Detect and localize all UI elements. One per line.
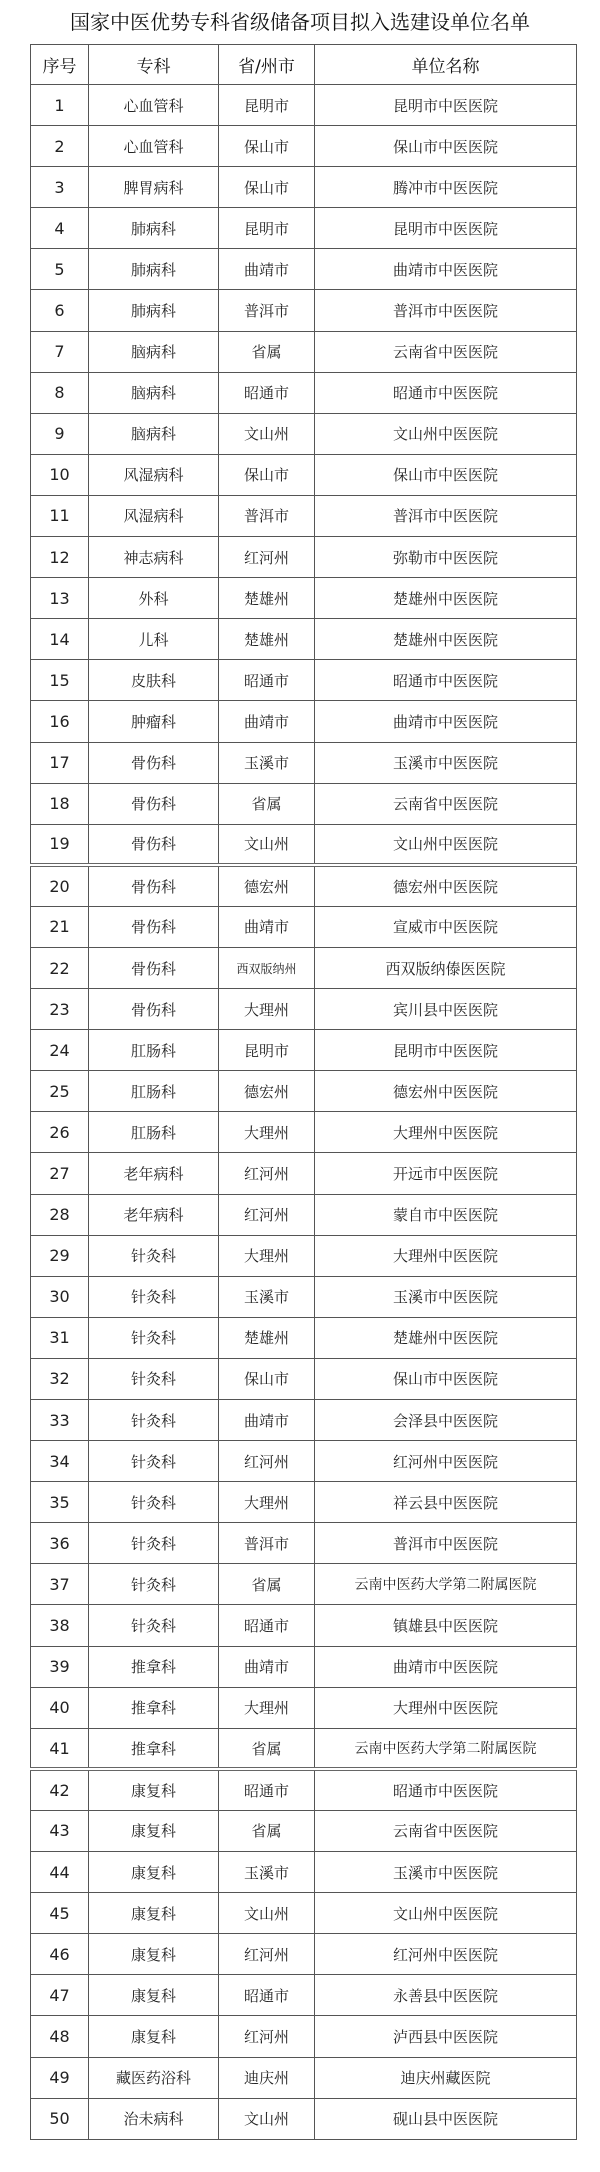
row-unit-name: 腾冲市中医医院 [315,167,577,208]
table-row [31,249,577,290]
table-row [31,865,577,906]
table-row [31,947,577,988]
row-specialty: 心血管科 [89,126,219,167]
row-unit-name: 砚山县中医医院 [315,2098,577,2139]
table-row [31,1523,577,1564]
row-index: 13 [31,578,89,619]
row-unit-name: 保山市中医医院 [315,1358,577,1399]
row-specialty: 肛肠科 [89,1030,219,1071]
table-row [31,1605,577,1646]
row-unit-name: 保山市中医医院 [315,126,577,167]
table-row [31,1769,577,1810]
table-row [31,413,577,454]
row-region: 文山州 [219,2098,315,2139]
row-index: 29 [31,1235,89,1276]
row-unit-name: 昆明市中医医院 [315,1030,577,1071]
table-row [31,2016,577,2057]
table-row [31,331,577,372]
row-specialty: 针灸科 [89,1564,219,1605]
row-index: 5 [31,249,89,290]
row-unit-name: 普洱市中医医院 [315,290,577,331]
table-body [31,85,577,2140]
row-index: 31 [31,1317,89,1358]
row-region: 保山市 [219,126,315,167]
table-row [31,1441,577,1482]
row-unit-name: 曲靖市中医医院 [315,1646,577,1687]
row-unit-name: 云南中医药大学第二附属医院 [315,1564,577,1605]
table-row [31,578,577,619]
row-index: 24 [31,1030,89,1071]
row-specialty: 康复科 [89,1810,219,1851]
row-unit-name: 永善县中医医院 [315,1975,577,2016]
row-index: 6 [31,290,89,331]
row-specialty: 康复科 [89,1893,219,1934]
row-index: 42 [31,1769,89,1810]
row-region: 文山州 [219,413,315,454]
table-row [31,1358,577,1399]
row-region: 昭通市 [219,1769,315,1810]
row-region: 普洱市 [219,290,315,331]
row-region: 文山州 [219,1893,315,1934]
header-unit-name: 单位名称 [315,45,577,85]
table-row [31,126,577,167]
row-index: 44 [31,1852,89,1893]
row-region: 保山市 [219,1358,315,1399]
row-specialty: 针灸科 [89,1605,219,1646]
row-specialty: 针灸科 [89,1523,219,1564]
row-unit-name: 普洱市中医医院 [315,1523,577,1564]
table-row [31,1030,577,1071]
table-row [31,372,577,413]
table-header-row [31,45,577,85]
row-index: 22 [31,947,89,988]
row-unit-name: 蒙自市中医医院 [315,1194,577,1235]
page-title: 国家中医优势专科省级储备项目拟入选建设单位名单 [70,10,530,34]
row-specialty: 康复科 [89,1934,219,1975]
row-unit-name: 红河州中医医院 [315,1934,577,1975]
row-index: 47 [31,1975,89,2016]
row-unit-name: 开远市中医医院 [315,1153,577,1194]
row-specialty: 推拿科 [89,1728,219,1769]
table-row [31,1728,577,1769]
row-region: 大理州 [219,1687,315,1728]
header-region: 省/州市 [219,45,315,85]
row-index: 8 [31,372,89,413]
row-region: 玉溪市 [219,742,315,783]
row-unit-name: 云南中医药大学第二附属医院 [315,1728,577,1769]
row-unit-name: 大理州中医医院 [315,1112,577,1153]
row-specialty: 肺病科 [89,249,219,290]
row-region: 省属 [219,1564,315,1605]
table-row [31,906,577,947]
row-index: 23 [31,989,89,1030]
row-region: 大理州 [219,1482,315,1523]
table-row [31,85,577,126]
row-index: 11 [31,495,89,536]
row-unit-name: 文山州中医医院 [315,824,577,865]
row-index: 17 [31,742,89,783]
row-region: 楚雄州 [219,1317,315,1358]
table-row [31,1852,577,1893]
table-row [31,208,577,249]
row-specialty: 骨伤科 [89,906,219,947]
row-specialty: 风湿病科 [89,454,219,495]
row-index: 50 [31,2098,89,2139]
row-unit-name: 楚雄州中医医院 [315,619,577,660]
row-index: 2 [31,126,89,167]
row-index: 14 [31,619,89,660]
row-specialty: 康复科 [89,1852,219,1893]
row-unit-name: 保山市中医医院 [315,454,577,495]
row-specialty: 骨伤科 [89,824,219,865]
row-index: 39 [31,1646,89,1687]
row-index: 36 [31,1523,89,1564]
row-unit-name: 大理州中医医院 [315,1687,577,1728]
row-unit-name: 镇雄县中医医院 [315,1605,577,1646]
row-specialty: 老年病科 [89,1153,219,1194]
table-row [31,495,577,536]
table-row [31,1194,577,1235]
row-specialty: 肺病科 [89,290,219,331]
row-specialty: 藏医药浴科 [89,2057,219,2098]
header-specialty: 专科 [89,45,219,85]
row-index: 18 [31,783,89,824]
row-index: 34 [31,1441,89,1482]
row-index: 28 [31,1194,89,1235]
row-region: 德宏州 [219,865,315,906]
table-row [31,660,577,701]
row-index: 49 [31,2057,89,2098]
row-unit-name: 迪庆州藏医院 [315,2057,577,2098]
row-region: 昭通市 [219,1975,315,2016]
row-index: 21 [31,906,89,947]
row-specialty: 针灸科 [89,1276,219,1317]
row-index: 27 [31,1153,89,1194]
row-index: 4 [31,208,89,249]
row-region: 红河州 [219,537,315,578]
row-specialty: 肛肠科 [89,1112,219,1153]
row-unit-name: 昆明市中医医院 [315,85,577,126]
row-unit-name: 会泽县中医医院 [315,1400,577,1441]
row-unit-name: 文山州中医医院 [315,413,577,454]
row-region: 曲靖市 [219,701,315,742]
row-index: 26 [31,1112,89,1153]
table-row [31,824,577,865]
row-index: 10 [31,454,89,495]
row-region: 红河州 [219,2016,315,2057]
row-region: 保山市 [219,167,315,208]
row-unit-name: 楚雄州中医医院 [315,578,577,619]
table-row [31,1400,577,1441]
row-unit-name: 楚雄州中医医院 [315,1317,577,1358]
row-unit-name: 泸西县中医医院 [315,2016,577,2057]
row-index: 15 [31,660,89,701]
row-specialty: 儿科 [89,619,219,660]
table-row [31,1893,577,1934]
table-row [31,2098,577,2139]
row-index: 43 [31,1810,89,1851]
row-index: 3 [31,167,89,208]
row-region: 楚雄州 [219,578,315,619]
row-region: 昆明市 [219,85,315,126]
row-specialty: 针灸科 [89,1317,219,1358]
row-specialty: 骨伤科 [89,783,219,824]
row-index: 37 [31,1564,89,1605]
row-index: 32 [31,1358,89,1399]
row-specialty: 心血管科 [89,85,219,126]
row-region: 昆明市 [219,208,315,249]
row-region: 昭通市 [219,660,315,701]
row-unit-name: 昆明市中医医院 [315,208,577,249]
row-unit-name: 云南省中医医院 [315,1810,577,1851]
row-unit-name: 玉溪市中医医院 [315,742,577,783]
row-specialty: 外科 [89,578,219,619]
row-specialty: 康复科 [89,1769,219,1810]
row-specialty: 针灸科 [89,1441,219,1482]
row-region: 玉溪市 [219,1276,315,1317]
row-unit-name: 普洱市中医医院 [315,495,577,536]
row-unit-name: 宾川县中医医院 [315,989,577,1030]
table-row [31,167,577,208]
row-region: 大理州 [219,1235,315,1276]
row-unit-name: 玉溪市中医医院 [315,1852,577,1893]
row-index: 45 [31,1893,89,1934]
row-index: 48 [31,2016,89,2057]
row-specialty: 骨伤科 [89,989,219,1030]
row-specialty: 推拿科 [89,1687,219,1728]
row-unit-name: 云南省中医医院 [315,331,577,372]
row-region: 普洱市 [219,1523,315,1564]
row-region: 玉溪市 [219,1852,315,1893]
row-specialty: 骨伤科 [89,947,219,988]
row-index: 19 [31,824,89,865]
row-unit-name: 昭通市中医医院 [315,1769,577,1810]
table-row [31,1112,577,1153]
table-row [31,1975,577,2016]
table-row [31,2057,577,2098]
table-row [31,1934,577,1975]
table-row [31,1482,577,1523]
row-unit-name: 宣威市中医医院 [315,906,577,947]
row-index: 12 [31,537,89,578]
row-region: 德宏州 [219,1071,315,1112]
row-unit-name: 西双版纳傣医医院 [315,947,577,988]
row-region: 曲靖市 [219,1646,315,1687]
table-row [31,1687,577,1728]
row-specialty: 脾胃病科 [89,167,219,208]
row-region: 昭通市 [219,372,315,413]
row-specialty: 肺病科 [89,208,219,249]
row-index: 9 [31,413,89,454]
row-specialty: 老年病科 [89,1194,219,1235]
row-index: 35 [31,1482,89,1523]
row-unit-name: 弥勒市中医医院 [315,537,577,578]
row-region: 省属 [219,783,315,824]
table-row [31,1071,577,1112]
row-index: 1 [31,85,89,126]
row-region: 大理州 [219,989,315,1030]
row-index: 38 [31,1605,89,1646]
row-specialty: 治未病科 [89,2098,219,2139]
row-region: 文山州 [219,824,315,865]
row-unit-name: 昭通市中医医院 [315,660,577,701]
row-specialty: 骨伤科 [89,742,219,783]
row-index: 7 [31,331,89,372]
row-index: 46 [31,1934,89,1975]
row-index: 30 [31,1276,89,1317]
row-unit-name: 曲靖市中医医院 [315,701,577,742]
row-unit-name: 德宏州中医医院 [315,865,577,906]
row-index: 25 [31,1071,89,1112]
row-region: 曲靖市 [219,906,315,947]
row-region: 保山市 [219,454,315,495]
row-unit-name: 曲靖市中医医院 [315,249,577,290]
table-row [31,1564,577,1605]
row-unit-name: 红河州中医医院 [315,1441,577,1482]
row-region: 西双版纳州 [219,947,315,988]
row-index: 33 [31,1400,89,1441]
row-unit-name: 祥云县中医医院 [315,1482,577,1523]
table-row [31,619,577,660]
row-region: 红河州 [219,1153,315,1194]
row-unit-name: 玉溪市中医医院 [315,1276,577,1317]
table-row [31,783,577,824]
row-region: 昭通市 [219,1605,315,1646]
table-row [31,742,577,783]
table-row [31,701,577,742]
table-row [31,1153,577,1194]
row-region: 普洱市 [219,495,315,536]
row-specialty: 风湿病科 [89,495,219,536]
row-region: 迪庆州 [219,2057,315,2098]
table-row [31,1276,577,1317]
row-region: 昆明市 [219,1030,315,1071]
row-index: 40 [31,1687,89,1728]
table-row [31,290,577,331]
row-specialty: 脑病科 [89,413,219,454]
table-row [31,1810,577,1851]
row-specialty: 脑病科 [89,372,219,413]
row-specialty: 针灸科 [89,1482,219,1523]
row-specialty: 骨伤科 [89,865,219,906]
row-specialty: 康复科 [89,2016,219,2057]
table-row [31,1235,577,1276]
row-specialty: 神志病科 [89,537,219,578]
row-index: 16 [31,701,89,742]
row-region: 红河州 [219,1194,315,1235]
row-region: 省属 [219,1810,315,1851]
header-index: 序号 [31,45,89,85]
row-specialty: 针灸科 [89,1358,219,1399]
row-specialty: 康复科 [89,1975,219,2016]
row-specialty: 肛肠科 [89,1071,219,1112]
table-row [31,1646,577,1687]
table-row [31,989,577,1030]
hospital-list-table [30,44,577,2140]
table-row [31,1317,577,1358]
row-unit-name: 文山州中医医院 [315,1893,577,1934]
row-region: 红河州 [219,1441,315,1482]
row-specialty: 针灸科 [89,1235,219,1276]
row-region: 曲靖市 [219,1400,315,1441]
row-region: 省属 [219,1728,315,1769]
row-specialty: 推拿科 [89,1646,219,1687]
row-region: 曲靖市 [219,249,315,290]
row-index: 20 [31,865,89,906]
row-region: 大理州 [219,1112,315,1153]
row-region: 省属 [219,331,315,372]
row-region: 楚雄州 [219,619,315,660]
row-index: 41 [31,1728,89,1769]
row-specialty: 脑病科 [89,331,219,372]
row-specialty: 针灸科 [89,1400,219,1441]
row-region: 红河州 [219,1934,315,1975]
table-row [31,537,577,578]
table-row [31,454,577,495]
row-specialty: 皮肤科 [89,660,219,701]
row-specialty: 肿瘤科 [89,701,219,742]
row-unit-name: 云南省中医医院 [315,783,577,824]
row-unit-name: 昭通市中医医院 [315,372,577,413]
row-unit-name: 大理州中医医院 [315,1235,577,1276]
row-unit-name: 德宏州中医医院 [315,1071,577,1112]
